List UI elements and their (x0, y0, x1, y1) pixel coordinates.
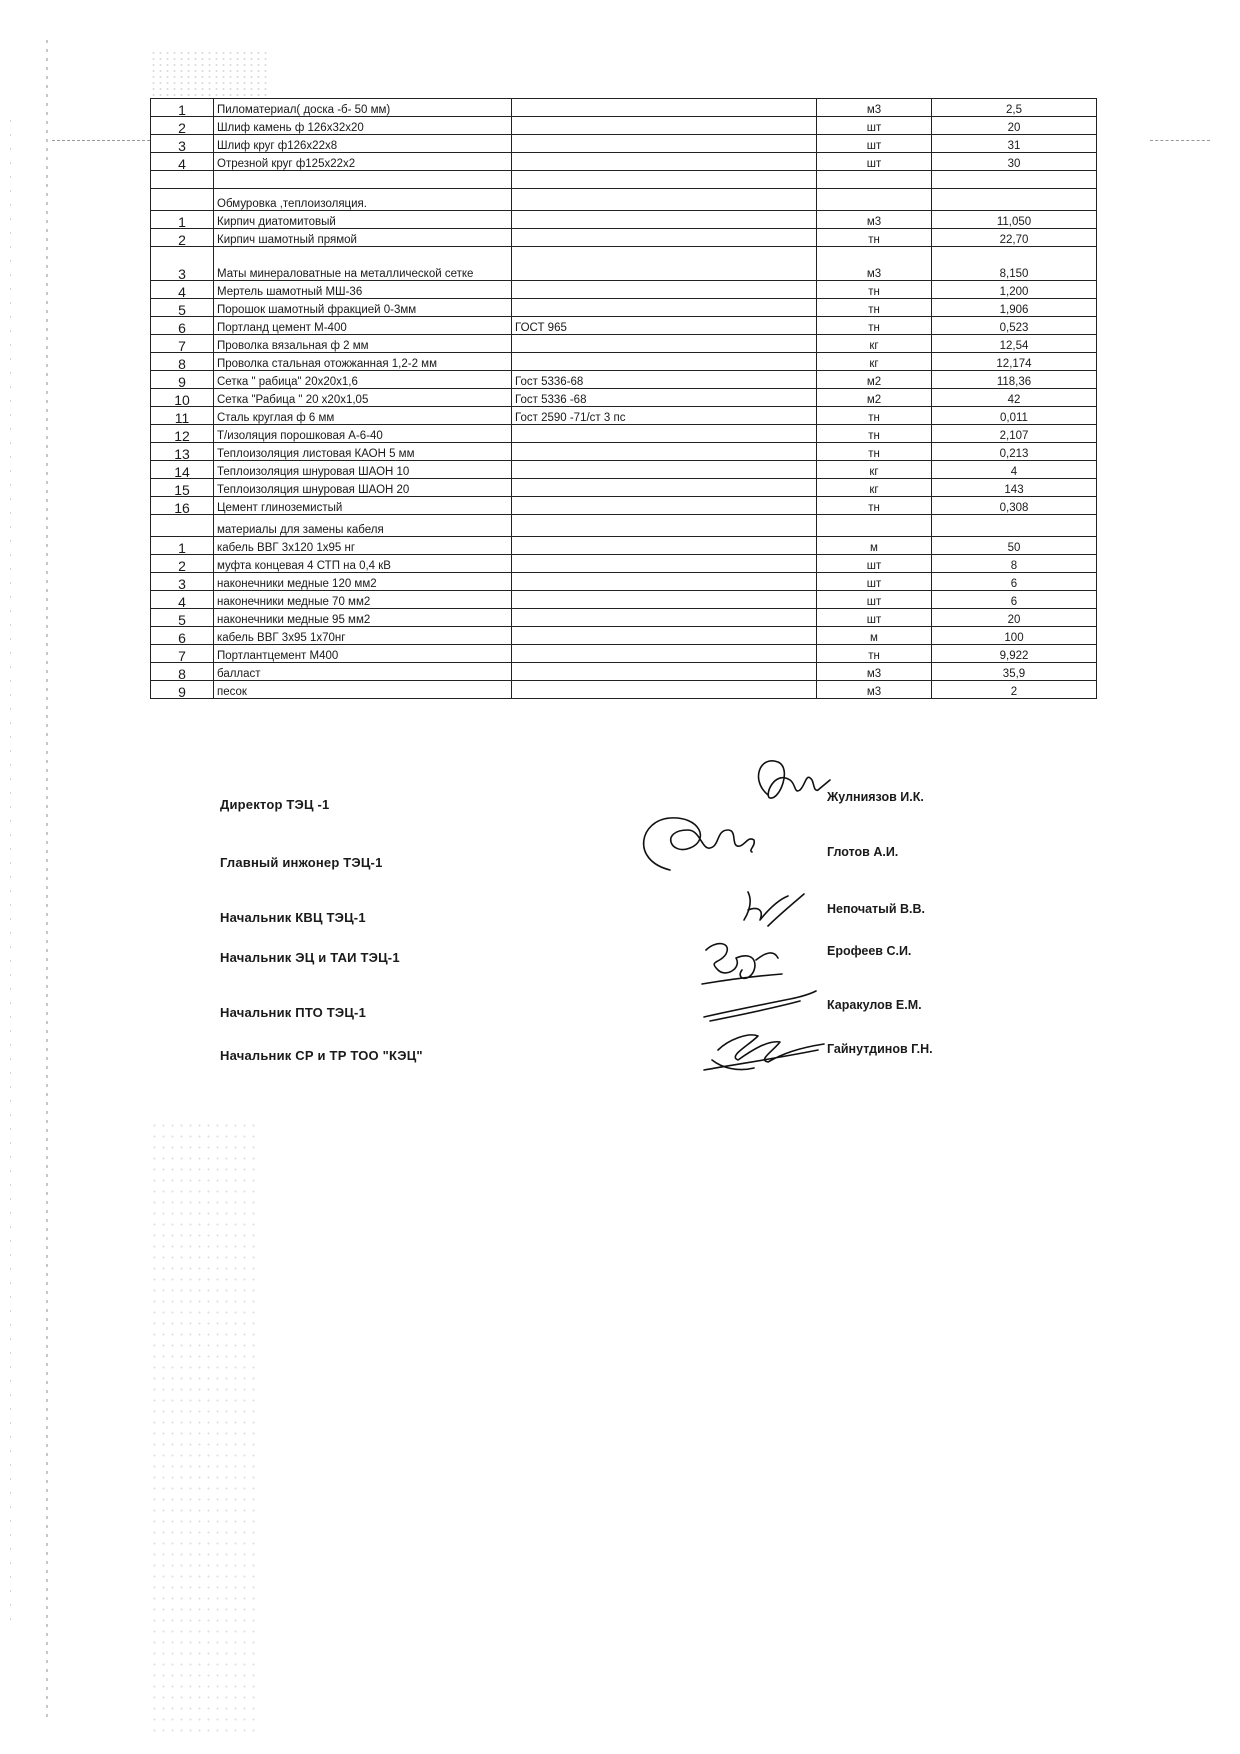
name-head-sr-tr: Гайнутдинов Г.Н. (827, 1042, 933, 1056)
name-head-pto: Каракулов Е.М. (827, 998, 922, 1012)
item-name-cell: Т/изоляция порошковая А-6-40 (214, 425, 512, 443)
item-name-cell: материалы для замены кабеля (214, 515, 512, 537)
scan-noise (150, 1120, 260, 1740)
standard-cell (512, 99, 817, 117)
signature-head-pto-mark (700, 985, 820, 1025)
standard-cell (512, 153, 817, 171)
item-name-cell: Сетка " рабица" 20х20х1,6 (214, 371, 512, 389)
table-row (151, 681, 1097, 699)
table-row (151, 99, 1097, 117)
position-director: Директор ТЭЦ -1 (220, 797, 330, 812)
row-number-cell: 12 (151, 425, 214, 443)
quantity-cell: 0,308 (932, 497, 1097, 515)
row-number-cell: 9 (151, 681, 214, 699)
unit-cell: кг (817, 461, 932, 479)
quantity-cell: 22,70 (932, 229, 1097, 247)
table-row (151, 591, 1097, 609)
row-number-cell: 3 (151, 135, 214, 153)
quantity-cell: 20 (932, 609, 1097, 627)
unit-cell (817, 515, 932, 537)
quantity-cell: 4 (932, 461, 1097, 479)
item-name-cell: Портлантцемент М400 (214, 645, 512, 663)
name-chief-engineer: Глотов А.И. (827, 845, 899, 859)
standard-cell (512, 627, 817, 645)
row-number-cell: 10 (151, 389, 214, 407)
table-row (151, 371, 1097, 389)
unit-cell: м3 (817, 681, 932, 699)
item-name-cell: наконечники медные 120 мм2 (214, 573, 512, 591)
unit-cell: тн (817, 407, 932, 425)
scan-noise (150, 50, 270, 100)
quantity-cell: 8,150 (932, 247, 1097, 281)
item-name-cell: Обмуровка ,теплоизоляция. (214, 189, 512, 211)
unit-cell: м (817, 627, 932, 645)
item-name-cell: Портланд цемент М-400 (214, 317, 512, 335)
unit-cell: шт (817, 573, 932, 591)
quantity-cell: 1,200 (932, 281, 1097, 299)
quantity-cell: 143 (932, 479, 1097, 497)
unit-cell: тн (817, 229, 932, 247)
table-row (151, 609, 1097, 627)
quantity-cell: 0,011 (932, 407, 1097, 425)
quantity-cell (932, 515, 1097, 537)
row-number-cell: 4 (151, 591, 214, 609)
row-number-cell: 2 (151, 117, 214, 135)
item-name-cell (214, 171, 512, 189)
standard-cell (512, 117, 817, 135)
quantity-cell: 6 (932, 573, 1097, 591)
item-name-cell: Мертель шамотный МШ-36 (214, 281, 512, 299)
row-number-cell: 5 (151, 299, 214, 317)
standard-cell (512, 573, 817, 591)
standard-cell (512, 335, 817, 353)
quantity-cell: 118,36 (932, 371, 1097, 389)
unit-cell: тн (817, 443, 932, 461)
table-row (151, 479, 1097, 497)
item-name-cell: Сталь круглая ф 6 мм (214, 407, 512, 425)
quantity-cell: 42 (932, 389, 1097, 407)
scan-dash-line (52, 140, 150, 142)
quantity-cell (932, 171, 1097, 189)
standard-cell (512, 497, 817, 515)
table-row (151, 229, 1097, 247)
unit-cell: тн (817, 645, 932, 663)
quantity-cell: 100 (932, 627, 1097, 645)
item-name-cell: Шлиф камень ф 126х32х20 (214, 117, 512, 135)
row-number-cell: 5 (151, 609, 214, 627)
table-row (151, 663, 1097, 681)
row-number-cell: 4 (151, 153, 214, 171)
item-name-cell: наконечники медные 95 мм2 (214, 609, 512, 627)
signature-head-kvc-mark (738, 880, 808, 935)
standard-cell (512, 299, 817, 317)
standard-cell (512, 537, 817, 555)
quantity-cell: 1,906 (932, 299, 1097, 317)
standard-cell (512, 515, 817, 537)
row-number-cell: 3 (151, 573, 214, 591)
item-name-cell: Цемент глиноземистый (214, 497, 512, 515)
unit-cell: шт (817, 135, 932, 153)
item-name-cell: Сетка "Рабица " 20 х20х1,05 (214, 389, 512, 407)
standard-cell: Гост 5336-68 (512, 371, 817, 389)
unit-cell (817, 189, 932, 211)
table-row (151, 555, 1097, 573)
table-row (151, 425, 1097, 443)
standard-cell: Гост 5336 -68 (512, 389, 817, 407)
name-director: Жулниязов И.К. (827, 790, 924, 804)
table-section-row (151, 189, 1097, 211)
standard-cell (512, 681, 817, 699)
row-number-cell: 1 (151, 537, 214, 555)
standard-cell (512, 645, 817, 663)
table-row (151, 645, 1097, 663)
row-number-cell: 11 (151, 407, 214, 425)
item-name-cell: Проволка стальная отожжанная 1,2-2 мм (214, 353, 512, 371)
position-head-sr-tr: Начальник СР и ТР ТОО "КЭЦ" (220, 1048, 423, 1063)
table-row (151, 317, 1097, 335)
signature-chief-engineer-mark (630, 800, 770, 880)
item-name-cell: Теплоизоляция листовая КАОН 5 мм (214, 443, 512, 461)
standard-cell (512, 171, 817, 189)
unit-cell: кг (817, 353, 932, 371)
row-number-cell: 14 (151, 461, 214, 479)
quantity-cell: 2 (932, 681, 1097, 699)
table-row (151, 335, 1097, 353)
unit-cell: шт (817, 591, 932, 609)
row-number-cell (151, 515, 214, 537)
unit-cell: тн (817, 281, 932, 299)
item-name-cell: Отрезной круг ф125х22х2 (214, 153, 512, 171)
table-row (151, 247, 1097, 281)
standard-cell (512, 229, 817, 247)
quantity-cell: 12,54 (932, 335, 1097, 353)
row-number-cell: 7 (151, 335, 214, 353)
table-row (151, 573, 1097, 591)
item-name-cell: Кирпич шамотный прямой (214, 229, 512, 247)
item-name-cell: балласт (214, 663, 512, 681)
scan-edge-artifact (46, 40, 48, 1720)
unit-cell: м (817, 537, 932, 555)
quantity-cell: 0,523 (932, 317, 1097, 335)
unit-cell: шт (817, 555, 932, 573)
table-row (151, 389, 1097, 407)
unit-cell: кг (817, 479, 932, 497)
item-name-cell: наконечники медные 70 мм2 (214, 591, 512, 609)
quantity-cell: 8 (932, 555, 1097, 573)
standard-cell (512, 189, 817, 211)
unit-cell: м2 (817, 389, 932, 407)
standard-cell: ГОСТ 965 (512, 317, 817, 335)
standard-cell (512, 425, 817, 443)
row-number-cell: 15 (151, 479, 214, 497)
table-row (151, 461, 1097, 479)
unit-cell: шт (817, 117, 932, 135)
row-number-cell: 7 (151, 645, 214, 663)
standard-cell: Гост 2590 -71/ст 3 пс (512, 407, 817, 425)
unit-cell: тн (817, 497, 932, 515)
unit-cell: тн (817, 317, 932, 335)
quantity-cell: 20 (932, 117, 1097, 135)
table-row (151, 117, 1097, 135)
unit-cell: шт (817, 609, 932, 627)
row-number-cell: 6 (151, 627, 214, 645)
unit-cell (817, 171, 932, 189)
standard-cell (512, 443, 817, 461)
row-number-cell: 1 (151, 211, 214, 229)
unit-cell: м2 (817, 371, 932, 389)
standard-cell (512, 281, 817, 299)
signature-head-sr-tr-mark (698, 1020, 828, 1080)
row-number-cell: 8 (151, 353, 214, 371)
table-row (151, 443, 1097, 461)
standard-cell (512, 461, 817, 479)
scan-dash-line (1150, 140, 1210, 142)
table-row (151, 299, 1097, 317)
signature-head-ec-tai-mark (696, 930, 786, 995)
quantity-cell: 35,9 (932, 663, 1097, 681)
row-number-cell: 1 (151, 99, 214, 117)
item-name-cell: кабель ВВГ 3х120 1х95 нг (214, 537, 512, 555)
standard-cell (512, 591, 817, 609)
item-name-cell: Теплоизоляция шнуровая ШАОН 10 (214, 461, 512, 479)
name-head-ec-tai: Ерофеев С.И. (827, 944, 912, 958)
standard-cell (512, 211, 817, 229)
table-row (151, 407, 1097, 425)
row-number-cell: 2 (151, 229, 214, 247)
row-number-cell (151, 189, 214, 211)
item-name-cell: Шлиф круг ф126х22х8 (214, 135, 512, 153)
table-row (151, 537, 1097, 555)
materials-table (150, 98, 1097, 699)
table-row (151, 497, 1097, 515)
item-name-cell: песок (214, 681, 512, 699)
name-head-kvc: Непочатый В.В. (827, 902, 926, 916)
quantity-cell: 30 (932, 153, 1097, 171)
item-name-cell: Маты минераловатные на металлической сетке (214, 247, 512, 281)
unit-cell: м3 (817, 99, 932, 117)
quantity-cell: 9,922 (932, 645, 1097, 663)
standard-cell (512, 353, 817, 371)
row-number-cell: 6 (151, 317, 214, 335)
row-number-cell (151, 171, 214, 189)
row-number-cell: 2 (151, 555, 214, 573)
table-blank-row (151, 171, 1097, 189)
item-name-cell: Кирпич диатомитовый (214, 211, 512, 229)
position-head-pto: Начальник ПТО ТЭЦ-1 (220, 1005, 367, 1020)
standard-cell (512, 135, 817, 153)
position-chief-engineer: Главный инжонер ТЭЦ-1 (220, 855, 383, 870)
unit-cell: м3 (817, 211, 932, 229)
table-row (151, 135, 1097, 153)
quantity-cell: 31 (932, 135, 1097, 153)
item-name-cell: Проволка вязальная ф 2 мм (214, 335, 512, 353)
standard-cell (512, 663, 817, 681)
unit-cell: тн (817, 299, 932, 317)
item-name-cell: Теплоизоляция шнуровая ШАОН 20 (214, 479, 512, 497)
table-row (151, 353, 1097, 371)
table-row (151, 153, 1097, 171)
quantity-cell: 2,107 (932, 425, 1097, 443)
quantity-cell: 12,174 (932, 353, 1097, 371)
unit-cell: шт (817, 153, 932, 171)
quantity-cell (932, 189, 1097, 211)
standard-cell (512, 609, 817, 627)
quantity-cell: 50 (932, 537, 1097, 555)
unit-cell: кг (817, 335, 932, 353)
row-number-cell: 9 (151, 371, 214, 389)
quantity-cell: 0,213 (932, 443, 1097, 461)
quantity-cell: 6 (932, 591, 1097, 609)
row-number-cell: 13 (151, 443, 214, 461)
table-row (151, 627, 1097, 645)
signature-director-mark (740, 750, 840, 820)
row-number-cell: 8 (151, 663, 214, 681)
materials-table-body (151, 99, 1097, 699)
standard-cell (512, 247, 817, 281)
item-name-cell: Порошок шамотный фракцией 0-3мм (214, 299, 512, 317)
table-section-row (151, 515, 1097, 537)
item-name-cell: Пиломатериал( доска -б- 50 мм) (214, 99, 512, 117)
item-name-cell: кабель ВВГ 3х95 1х70нг (214, 627, 512, 645)
quantity-cell: 11,050 (932, 211, 1097, 229)
standard-cell (512, 555, 817, 573)
unit-cell: м3 (817, 247, 932, 281)
row-number-cell: 16 (151, 497, 214, 515)
scan-edge-artifact (10, 120, 11, 1620)
item-name-cell: муфта концевая 4 СТП на 0,4 кВ (214, 555, 512, 573)
table-row (151, 281, 1097, 299)
quantity-cell: 2,5 (932, 99, 1097, 117)
row-number-cell: 4 (151, 281, 214, 299)
position-head-kvc: Начальник КВЦ ТЭЦ-1 (220, 910, 366, 925)
unit-cell: м3 (817, 663, 932, 681)
position-head-ec-tai: Начальник ЭЦ и ТАИ ТЭЦ-1 (220, 950, 400, 965)
unit-cell: тн (817, 425, 932, 443)
row-number-cell: 3 (151, 247, 214, 281)
table-row (151, 211, 1097, 229)
standard-cell (512, 479, 817, 497)
